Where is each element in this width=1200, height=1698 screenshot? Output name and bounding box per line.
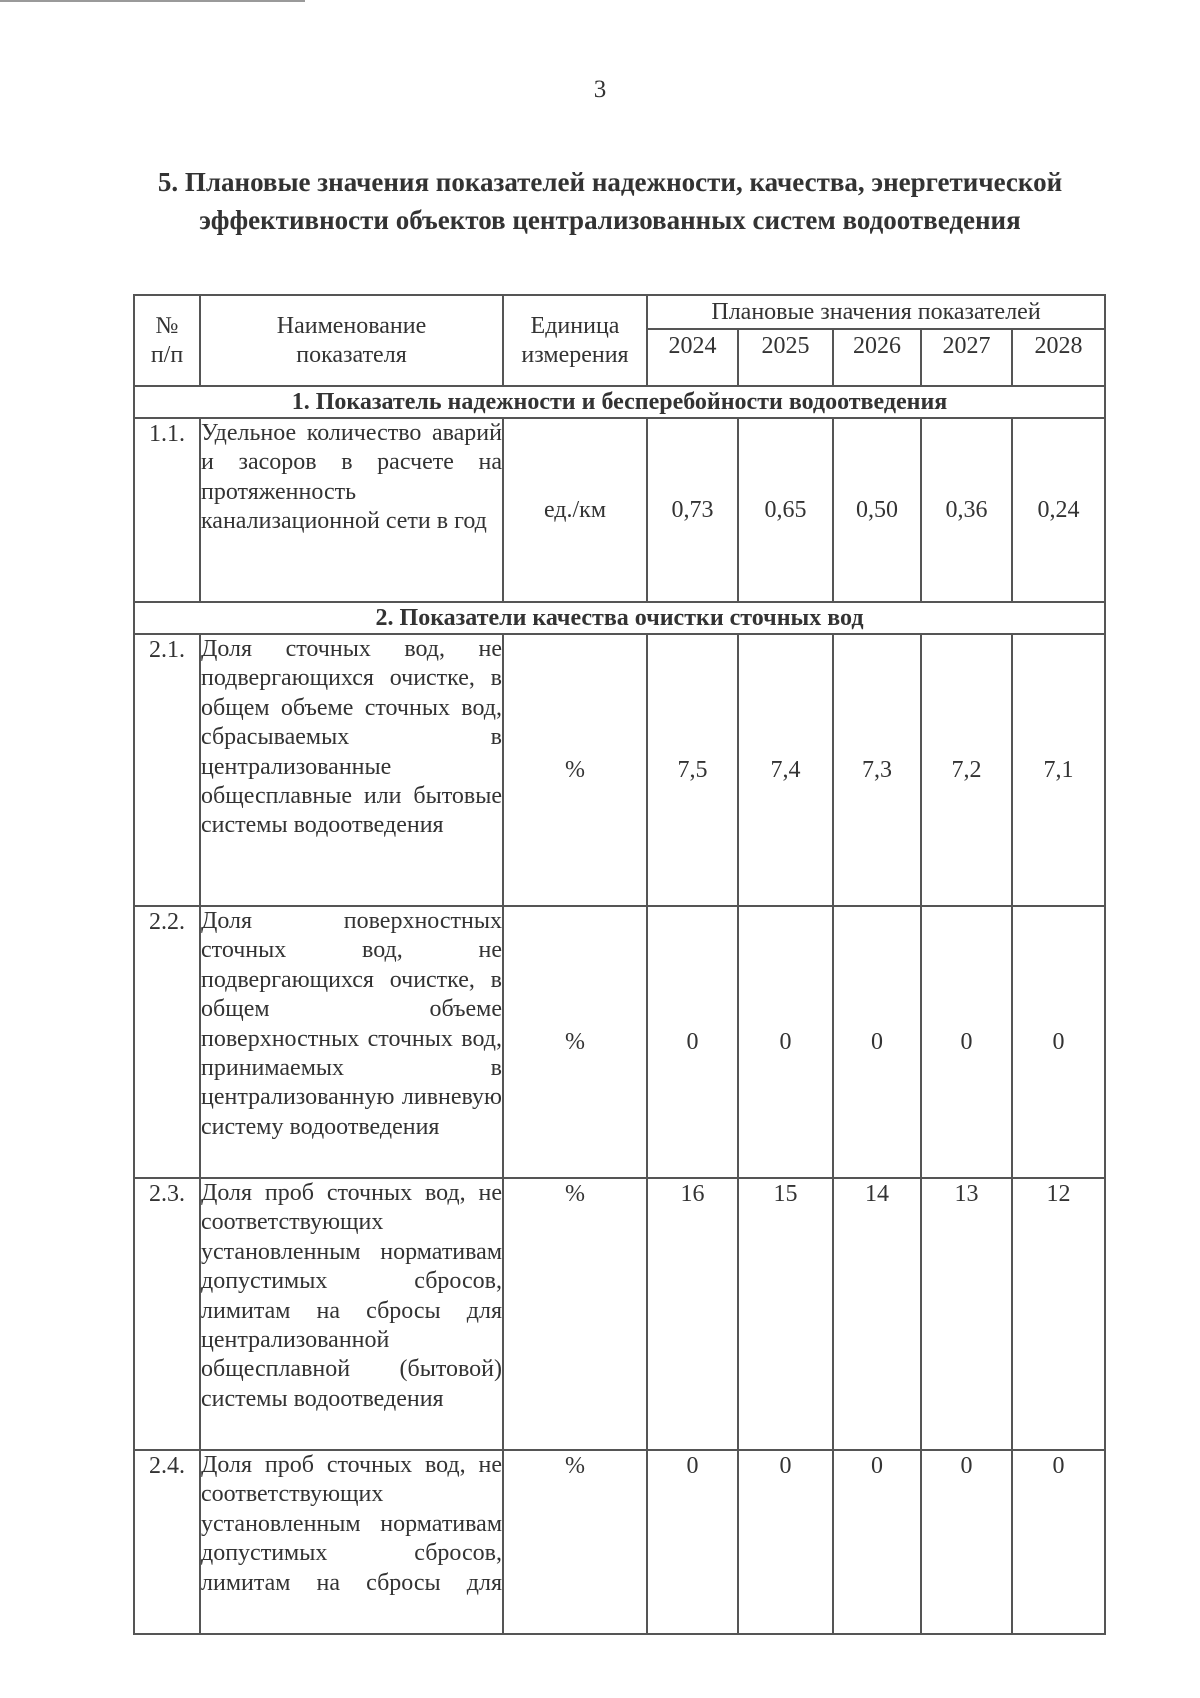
unit-cell: % <box>503 1178 647 1450</box>
unit-cell: % <box>503 906 647 1178</box>
page-title <box>130 163 1090 239</box>
value-cell: 7,1 <box>1012 634 1105 906</box>
value-cell: 0 <box>921 906 1012 1178</box>
value-cell: 7,3 <box>833 634 921 906</box>
indicators-table <box>133 294 1106 1635</box>
col-header-unit-line-1: Единица <box>530 312 620 339</box>
col-header-name <box>200 295 503 386</box>
table-row <box>134 418 1105 602</box>
value-cell: 13 <box>921 1178 1012 1450</box>
col-header-number-line-2: п/п <box>150 341 184 368</box>
col-header-name-line-2: показателя <box>296 341 407 368</box>
value-cell: 14 <box>833 1178 921 1450</box>
indicator-name: Доля проб сточных вод, не соответствующих установленным нормативам допустимых сбросов, лимитам на сбросы для централизованной общесплавной (бытовой) системы водоотведения <box>200 1178 503 1450</box>
indicator-name: Доля проб сточных вод, не соответствующих установленным нормативам допустимых сбросов, лимитам на сбросы для <box>200 1450 503 1634</box>
table-row <box>134 1450 1105 1634</box>
value-cell: 0,24 <box>1012 418 1105 602</box>
value-cell: 0,73 <box>647 418 738 602</box>
table-row <box>134 1178 1105 1450</box>
row-number: 2.4. <box>134 1450 200 1634</box>
col-header-number-line-1: № <box>155 312 179 339</box>
indicator-name: Удельное количество аварий и засоров в расчете на протяженность канализационной сети в год <box>200 418 503 602</box>
value-cell: 0 <box>921 1450 1012 1634</box>
value-cell: 0 <box>647 906 738 1178</box>
unit-cell: % <box>503 1450 647 1634</box>
col-header-unit <box>503 295 647 386</box>
value-cell: 7,4 <box>738 634 833 906</box>
col-header-plan-values: Плановые значения показателей <box>647 295 1105 329</box>
col-header-name-line-1: Наименование <box>276 312 427 339</box>
value-cell: 7,2 <box>921 634 1012 906</box>
value-cell: 0 <box>647 1450 738 1634</box>
col-header-year: 2025 <box>738 329 833 386</box>
value-cell: 0 <box>1012 1450 1105 1634</box>
value-cell: 0 <box>1012 906 1105 1178</box>
value-cell: 7,5 <box>647 634 738 906</box>
value-cell: 0,65 <box>738 418 833 602</box>
col-header-unit-line-2: измерения <box>521 341 629 368</box>
value-cell: 0 <box>833 906 921 1178</box>
value-cell: 0,36 <box>921 418 1012 602</box>
col-header-year: 2026 <box>833 329 921 386</box>
col-header-year: 2024 <box>647 329 738 386</box>
col-header-number <box>134 295 200 386</box>
indicator-name: Доля поверхностных сточных вод, не подвергающихся очистке, в общем объеме поверхностных сточных вод, принимаемых в централизованную ливневую систему водоотведения <box>200 906 503 1178</box>
table-header-row-1 <box>134 295 1105 329</box>
col-header-year: 2027 <box>921 329 1012 386</box>
value-cell: 0 <box>833 1450 921 1634</box>
indicator-name: Доля сточных вод, не подвергающихся очистке, в общем объеме сточных вод, сбрасываемых в централизованные общесплавные или бытовые системы водоотведения <box>200 634 503 906</box>
section-row <box>134 386 1105 418</box>
page-number: 3 <box>593 76 607 103</box>
table-row <box>134 906 1105 1178</box>
row-number: 1.1. <box>134 418 200 602</box>
row-number: 2.1. <box>134 634 200 906</box>
page-title-line-2: эффективности объектов централизованных систем водоотведения <box>199 205 1021 235</box>
row-number: 2.3. <box>134 1178 200 1450</box>
page-title-line-1: 5. Плановые значения показателей надежности, качества, энергетической <box>157 167 1063 197</box>
value-cell: 0 <box>738 1450 833 1634</box>
section-title: 1. Показатель надежности и бесперебойности водоотведения <box>134 386 1105 418</box>
value-cell: 15 <box>738 1178 833 1450</box>
value-cell: 0,50 <box>833 418 921 602</box>
value-cell: 16 <box>647 1178 738 1450</box>
value-cell: 0 <box>738 906 833 1178</box>
table-row <box>134 634 1105 906</box>
section-row <box>134 602 1105 634</box>
scan-edge-mark <box>0 0 305 2</box>
unit-cell: ед./км <box>503 418 647 602</box>
section-title: 2. Показатели качества очистки сточных вод <box>134 602 1105 634</box>
value-cell: 12 <box>1012 1178 1105 1450</box>
unit-cell: % <box>503 634 647 906</box>
col-header-year: 2028 <box>1012 329 1105 386</box>
row-number: 2.2. <box>134 906 200 1178</box>
